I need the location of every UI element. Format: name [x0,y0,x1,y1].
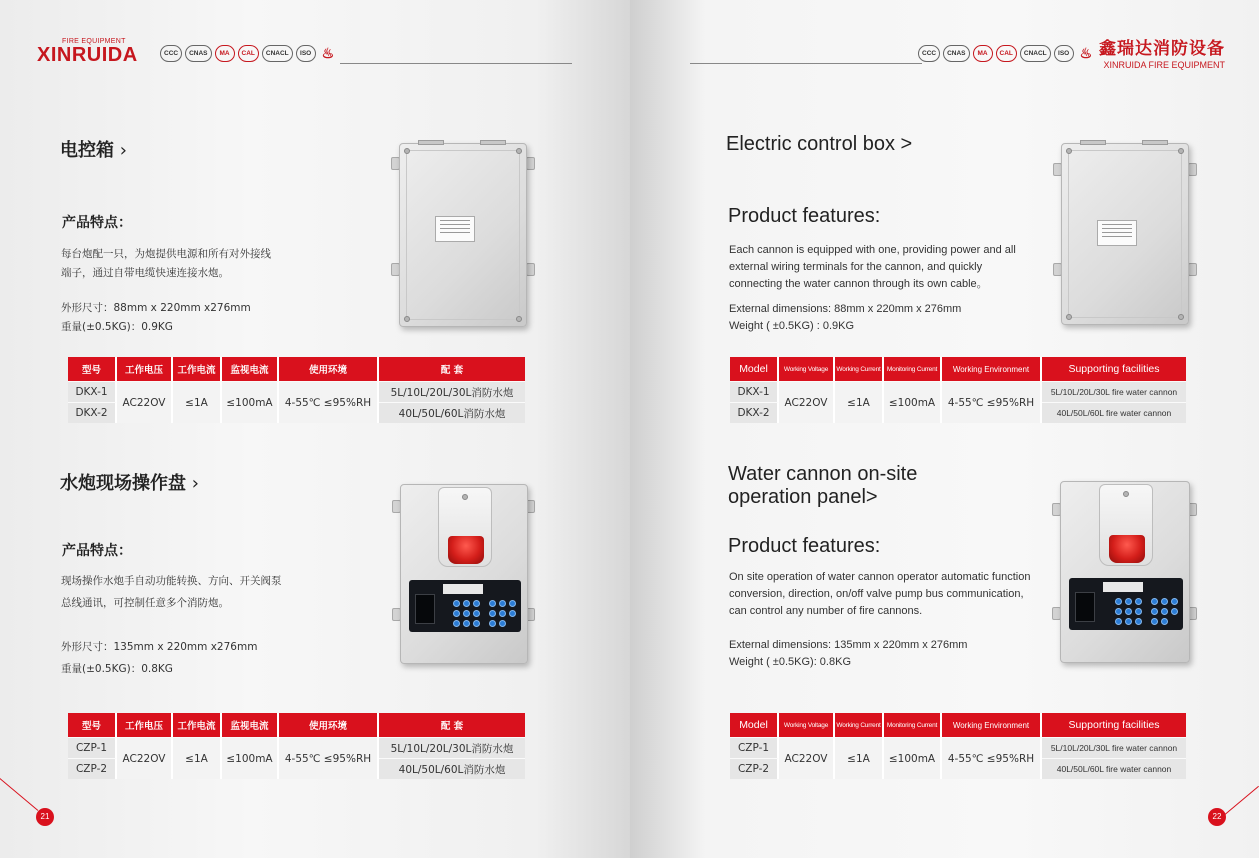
table-cell-model: CZP-1 [68,737,117,758]
table-cell-monitor-current: ≤100mA [222,737,279,779]
table-cell-monitor-current: ≤100mA [222,381,279,423]
ccc-cert-icon: CCC [160,45,182,62]
brand-name-cn: 鑫瑞达消防设备 [1099,39,1225,59]
section-title-electric-box: Electric control box > [726,133,913,155]
iso-cert-icon: ISO [1054,45,1074,62]
product-specs [729,301,961,335]
product-description: 每台炮配一只，为炮提供电源和所有对外接线 端子，通过自带电缆快速连接水炮。 [61,248,271,279]
table-cell-model: DKX-1 [68,381,117,402]
table-cell-voltage: AC22OV [779,737,835,779]
right-page [630,0,1259,858]
electric-control-box-photo [1050,133,1210,333]
page-number: 22 [1208,808,1226,826]
table-cell-facility: 5L/10L/20L/30L fire water cannon [1042,381,1186,402]
page-number: 21 [36,808,54,826]
product-description: Each cannon is equipped with one, providing power and all external wiring terminals for the cannon, and quickly connecting the water cannon through its own cable。 [729,244,1016,290]
brand-name-en: XINRUIDA FIRE EQUIPMENT [1103,60,1225,70]
spec-table-operation-panel: 型号 工作电压 工作电流 监视电流 使用环境 配 套 CZP-1 AC22OV ≤1A ≤100mA 4-55℃ ≤95%RH 5L/10L/20L/30L消防水炮 CZP-2 40L/50L/60L消防水炮 [68,713,525,779]
table-cell-model: DKX-2 [730,402,779,423]
dimensions: External dimensions: 88mm x 220mm x 276mm [729,303,962,315]
features-heading: 产品特点： [62,543,132,559]
cal-cert-icon: CAL [238,45,259,62]
corner-accent-line [0,778,38,811]
header-divider [690,63,922,64]
cnacl-cert-icon: CNACL [1020,45,1051,62]
table-cell-environment: 4-55℃ ≤95%RH [279,737,379,779]
section-title-operation-panel: 水炮现场操作盘 › [60,473,199,494]
cnacl-cert-icon: CNACL [262,45,293,62]
table-cell-facility: 40L/50L/60L消防水炮 [379,402,525,423]
table-cell-voltage: AC22OV [779,381,835,423]
product-description: On site operation of water cannon operator automatic function conversion, direction, on/off valve pump bus communication, can control any number of fire cannons. [729,571,1031,617]
certification-badges [918,45,1095,62]
spec-table-electric-box: Model Working Voltage Working Current Monitoring Current Working Environment Supporting facilities DKX-1 AC22OV ≤1A ≤100mA 4-55℃ ≤95%RH 5L/10L/20L/30L fire water cannon DKX-2 40L/50L/60L fire water cannon [730,357,1186,423]
brand-logo [1099,34,1225,70]
flame-icon: ♨ [321,45,335,61]
table-cell-model: DKX-1 [730,381,779,402]
features-heading: Product features: [728,535,881,557]
table-cell-voltage: AC22OV [117,737,173,779]
operation-panel-photo [1048,475,1208,675]
cnas-cert-icon: CNAS [185,45,211,62]
table-cell-environment: 4-55℃ ≤95%RH [279,381,379,423]
table-cell-facility: 40L/50L/60L fire water cannon [1042,758,1186,779]
table-cell-monitor-current: ≤100mA [884,381,942,423]
table-cell-facility: 5L/10L/20L/30L消防水炮 [379,737,525,758]
iso-cert-icon: ISO [296,45,316,62]
dimensions: External dimensions: 135mm x 220mm x 276mm [729,639,968,651]
table-cell-facility: 40L/50L/60L消防水炮 [379,758,525,779]
product-specs [61,299,251,337]
table-cell-current: ≤1A [835,737,884,779]
weight: 重量(±0.5KG)：0.9KG [61,321,173,333]
weight: Weight ( ±0.5KG): 0.8KG [729,656,851,668]
ma-cert-icon: MA [215,45,235,62]
table-cell-environment: 4-55℃ ≤95%RH [942,737,1042,779]
certification-badges [160,45,337,62]
table-cell-current: ≤1A [173,737,222,779]
weight: Weight ( ±0.5KG) : 0.9KG [729,320,855,332]
ma-cert-icon: MA [973,45,993,62]
operation-panel-photo [386,478,546,678]
table-cell-model: CZP-1 [730,737,779,758]
weight: 重量(±0.5KG)：0.8KG [61,663,173,675]
corner-accent-line [1220,786,1259,819]
spec-table-electric-box: 型号 工作电压 工作电流 监视电流 使用环境 配 套 DKX-1 AC22OV ≤1A ≤100mA 4-55℃ ≤95%RH 5L/10L/20L/30L消防水炮 DKX-2 40L/50L/60L消防水炮 [68,357,525,423]
section-title-electric-box: 电控箱 › [60,140,127,161]
logo-wordmark: XINRUIDA [37,44,138,66]
logo-subtitle: FIRE EQUIPMENT [62,38,126,45]
section-title-operation-panel: Water cannon on-site operation panel> [728,463,918,508]
table-cell-voltage: AC22OV [117,381,173,423]
flame-icon: ♨ [1079,45,1093,61]
product-description: 现场操作水炮手自动功能转换、方向、开关阀泵 总线通讯，可控制任意多个消防炮。 [61,575,282,609]
table-cell-facility: 40L/50L/60L fire water cannon [1042,402,1186,423]
product-specs [729,637,967,671]
table-cell-model: CZP-2 [730,758,779,779]
cal-cert-icon: CAL [996,45,1017,62]
electric-control-box-photo [384,135,544,335]
spec-table-operation-panel: Model Working Voltage Working Current Monitoring Current Working Environment Supporting facilities CZP-1 AC22OV ≤1A ≤100mA 4-55℃ ≤95%RH 5L/10L/20L/30L fire water cannon CZP-2 40L/50L/60L fire water cannon [730,713,1186,779]
dimensions: 外形尺寸：88mm x 220mm x276mm [61,302,251,314]
table-cell-current: ≤1A [835,381,884,423]
product-specs [61,636,257,680]
table-cell-monitor-current: ≤100mA [884,737,942,779]
dimensions: 外形尺寸：135mm x 220mm x276mm [61,641,258,653]
table-cell-current: ≤1A [173,381,222,423]
cnas-cert-icon: CNAS [943,45,969,62]
table-cell-environment: 4-55℃ ≤95%RH [942,381,1042,423]
table-cell-facility: 5L/10L/20L/30L消防水炮 [379,381,525,402]
features-heading: 产品特点： [62,215,132,231]
features-heading: Product features: [728,205,881,227]
table-cell-facility: 5L/10L/20L/30L fire water cannon [1042,737,1186,758]
table-cell-model: DKX-2 [68,402,117,423]
header-divider [340,63,572,64]
table-cell-model: CZP-2 [68,758,117,779]
ccc-cert-icon: CCC [918,45,940,62]
